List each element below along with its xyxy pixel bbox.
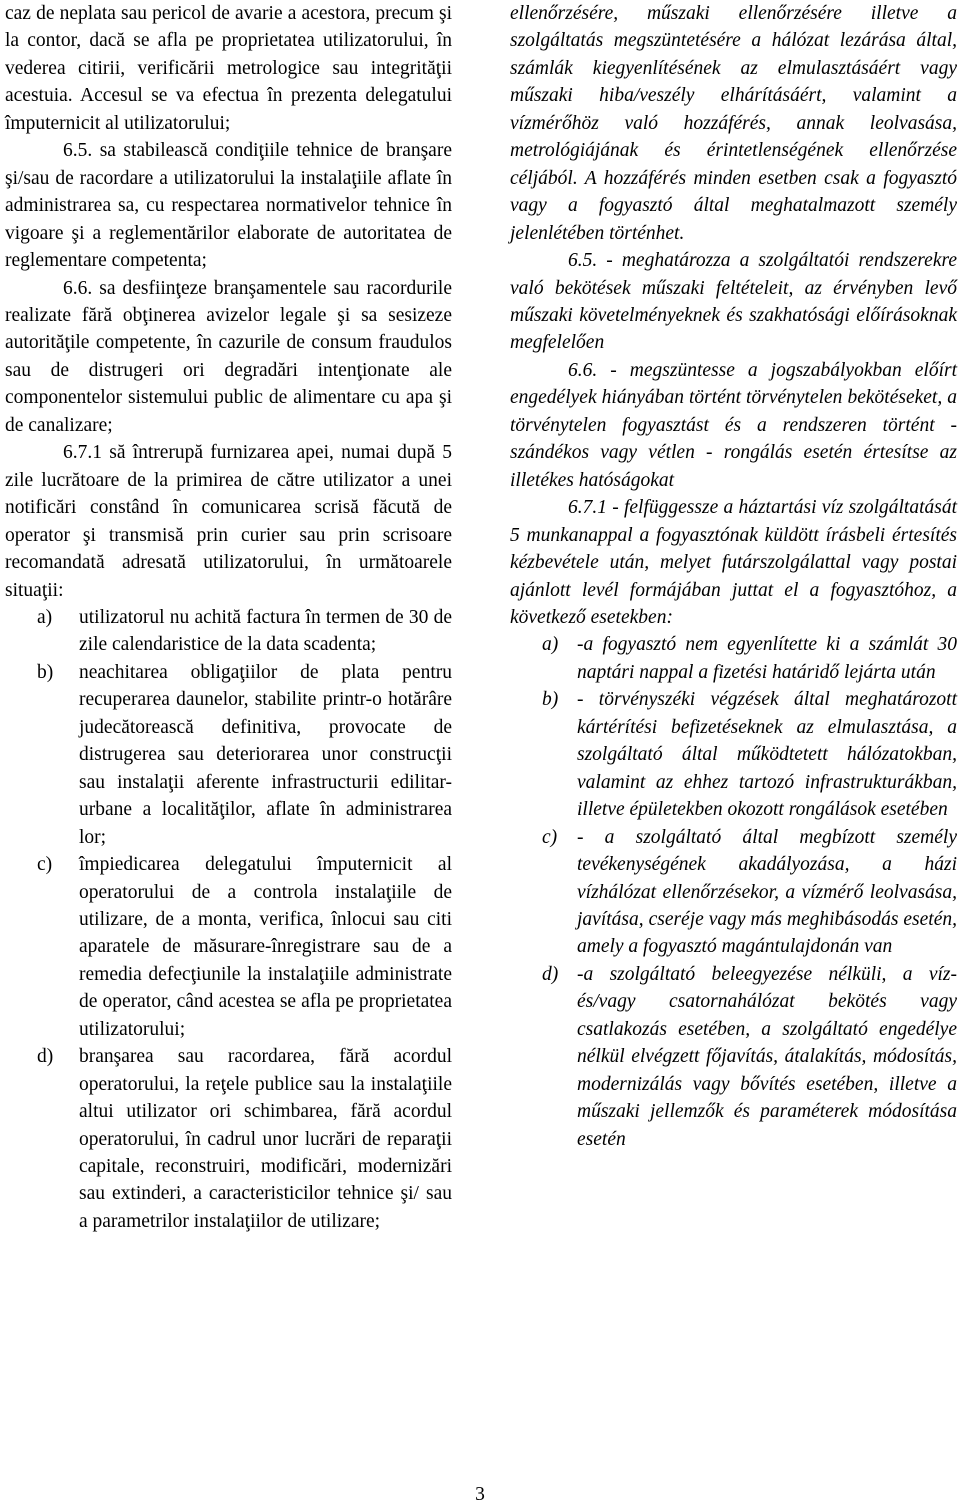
left-item-a [5,604,452,659]
right-clause-6-5: 6.5. - meghatározza a szolgáltatói rendszerekre való bekötések műszaki feltételeit, az érvényben levő műszaki követelményeknek és szakhatósági előírásoknak megfelelően [510,250,957,354]
right-item-c-text: - a szolgáltató által megbízott személy tevékenységének akadályozása, a házi vízhálózat ellenőrzésekor, a vízmérő leolvasása, javítása, cseréje vagy más meghibásodás esetén, amely a fogyasztó magántulajdonán van [577,826,957,958]
right-item-d [510,961,957,1153]
right-item-c-marker: c) [542,826,558,848]
left-item-c-text: împiedicarea delegatului împuternicit al operatorului de a controla instalaţiile de utilizare, de a monta, verifica, înlocui sau citi aparatele de măsurare-înregistrare sau de a remedia defecţiunile la instalaţiile administrate de operator, când acestea se afla pe proprietatea utilizatorului; [79,854,452,1040]
right-item-d-text: -a szolgáltató beleegyezése nélküli, a víz- és/vagy csatornahálózat bekötés vagy csatlakozás esetében, a szolgáltató engedélye nélkül elvégzett főjavítás, átalakítás, módosítás, modernizálás vagy bővítés esetében, illetve a műszaki jellemzők és paraméterek módosítása esetén [577,963,957,1150]
right-item-d-marker: d) [542,963,559,985]
right-item-a [510,631,957,686]
right-column-hungarian [510,0,957,1153]
right-item-a-text: -a fogyasztó nem egyenlítette ki a számlát 30 naptári nappal a fizetési határidő lejárta után [577,634,957,683]
left-item-c [5,851,452,1043]
left-clause-6-6: 6.6. sa desfiinţeze branşamentele sau racordurile realizate fără obţinerea avizelor legale şi sa sesizeze autorităţile competente, în cazurile de consum fraudulos sau de distrugeri ori degradări intenţionate ale componentelor sistemului public de alimentare cu apa şi de canalizare; [5,277,452,436]
right-item-c [510,824,957,961]
left-item-d-text: branşarea sau racordarea, fără acordul operatorului, la reţele publice sau la instalaţiile altui utilizator ori schimbarea, fără acordul operatorului, în cadrul unor lucrări de reparaţii capitale, reconstruiri, modificări, modernizări sau extinderi, a caracteristicilor tehnice şi/ sau a parametrilor instalaţiilor de utilizare; [79,1046,452,1232]
left-column-romanian [5,0,452,1235]
left-intro-paragraph: caz de neplata sau pericol de avarie a acestora, precum şi la contor, dacă se afla pe proprietatea utilizatorului, în vederea citirii, verificării metrologice sau integrităţii acestuia. Accesul se va efectua în prezenta delegatului împuternicit al utilizatorului; [5,3,452,134]
left-item-a-text: utilizatorul nu achită factura în termen de 30 de zile calendaristice de la data scadenta; [79,606,452,656]
left-item-a-marker: a) [37,606,53,628]
right-clause-6-6: 6.6. - megszüntesse a jogszabályokban előírt engedélyek hiányában történt törvénytelen bekötéseket, a törvénytelen fogyasztást és a rendszeren történt - szándékos vagy vétlen - rongálás esetén értesítse az illetékes hatóságokat [510,359,957,491]
left-clause-6-5: 6.5. sa stabilească condiţiile tehnice de branşare şi/sau de racordare a utilizatorului la instalaţiile aflate în administrarea sa, cu respectarea normativelor tehnice în vigoare şi a reglementărilor elaborate de autoritatea de reglementare competenta; [5,140,452,272]
left-item-b [5,659,452,851]
left-item-b-text: neachitarea obligaţiilor de plata pentru recuperarea daunelor, stabilite printr-o hotărâre judecătorească definitiva, provocate de distrugerea sau deteriorarea unor construcţii sau instalaţii aferente infrastructurii edilitar-urbane a localităţilor, aflate în administrarea lor; [79,661,452,848]
left-clause-6-7-1: 6.7.1 să întrerupă furnizarea apei, numai după 5 zile lucrătoare de la primirea de către utilizator a unei notificări constând în comunicarea scrisă făcută de operator şi transmisă prin curier sau prin scrisoare recomandată adresată utilizatorului, în următoarele situaţii: [5,442,452,601]
right-item-b-text: - törvényszéki végzések által meghatározott kártérítési befizetéseknek az elmulasztása, a szolgáltató által működtetett hálózatokban, valamint az ehhez tartozó infrastrukturákban, illetve épületekben okozott rongálások esetében [577,689,957,821]
left-item-b-marker: b) [37,661,54,683]
left-item-d [5,1043,452,1235]
page-number: 3 [475,1484,485,1505]
right-item-b [510,686,957,823]
right-item-b-marker: b) [542,689,559,711]
left-item-d-marker: d) [37,1046,54,1068]
left-item-c-marker: c) [37,854,53,876]
right-intro-paragraph: ellenőrzésére, műszaki ellenőrzésére illetve a szolgáltatás megszüntetésére a hálózat lezárása által, számlák kiegyenlítésének az elmulasztásáért vagy műszaki hiba/veszély elhárításáért, valamint a vízmérőhöz való hozzáférés, annak leolvasása, metrológiájának és érintetlenségének ellenőrzése céljából. A hozzáférés minden esetben csak a fogyasztó vagy a fogyasztó által meghatalmazott személy jelenlétében történhet. [510,3,957,244]
right-item-a-marker: a) [542,634,559,656]
right-clause-6-7-1: 6.7.1 - felfüggessze a háztartási víz szolgáltatását 5 munkanappal a fogyasztónak küldött írásbeli értesítés kézbevétele után, melyet futárszolgálattal vagy postai ajánlott levél formájában juttat el a fogyasztóhoz, a következő esetekben: [510,497,957,628]
